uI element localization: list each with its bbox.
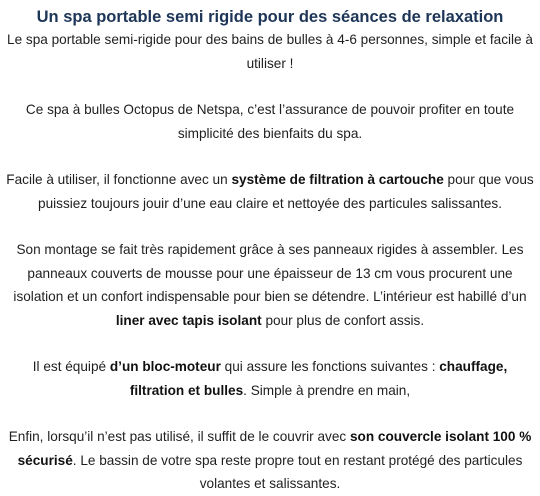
- description-paragraph: [4, 238, 536, 332]
- section-title: Un spa portable semi rigide pour des séances de relaxation: [36, 8, 504, 26]
- paragraph-text: Il est équipé: [32, 359, 110, 374]
- description-paragraph: [4, 168, 536, 215]
- paragraph-text: Son montage se fait très rapidement grâce à ses panneaux rigides à assembler. Les panneaux couverts de mousse pour une épaisseur de 13 cm vous procurent une isolation et un confort indispensable pour bien se détendre. L’intérieur est habillé d’un: [13, 242, 527, 304]
- paragraph-text: Enfin, lorsqu’il n’est pas utilisé, il suffit de le couvrir avec: [8, 429, 350, 444]
- paragraph-text: . Simple à prendre en main,: [243, 382, 411, 398]
- description-paragraph: [4, 355, 536, 402]
- bold-text: son couvercle isolant 100 % sécurisé: [17, 429, 532, 468]
- paragraph-text: qui assure les fonctions suivantes :: [220, 359, 440, 374]
- paragraph-text: . Le bassin de votre spa reste propre tout en restant protégé des particules volantes et salissantes.: [72, 452, 523, 491]
- paragraph-text: pour que vous puissiez toujours jouir d’une eau claire et nettoyée des particules salissantes.: [38, 172, 534, 211]
- paragraph-text: Le spa portable semi-rigide pour des bains de bulles à 4-6 personnes, simple et facile à utiliser !: [7, 32, 533, 71]
- description-body: [4, 28, 536, 496]
- paragraph-text: Ce spa à bulles Octopus de Netspa, c’est l’assurance de pouvoir profiter en toute simplicité des bienfaits du spa.: [25, 102, 515, 141]
- paragraph-text: pour plus de confort assis.: [261, 312, 425, 328]
- paragraph-text: Facile à utiliser, il fonctionne avec un: [6, 172, 232, 187]
- bold-text: système de filtration à cartouche: [231, 172, 444, 187]
- description-paragraph: [4, 425, 536, 496]
- bold-text: chauffage, filtration et bulles: [129, 359, 508, 398]
- bold-text: d’un bloc-moteur: [109, 359, 221, 374]
- description-paragraph: [4, 28, 536, 75]
- description-paragraph: [4, 98, 536, 145]
- bold-text: liner avec tapis isolant: [115, 312, 262, 328]
